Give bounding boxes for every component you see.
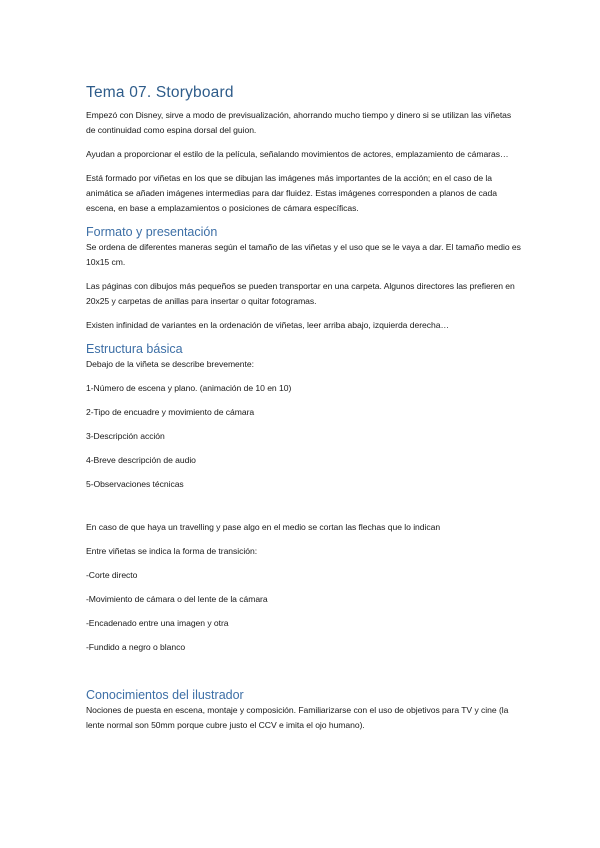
estructura-item-2: 2-Tipo de encuadre y movimiento de cámara [86, 407, 255, 417]
document-page [86, 84, 522, 742]
estructura-item-5: 5-Observaciones técnicas [86, 479, 184, 489]
heading-estructura: Estructura básica [86, 342, 183, 356]
intro-paragraph-1: Empezó con Disney, sirve a modo de previsualización, ahorrando mucho tiempo y dinero si se utilizan las viñetas de continuidad como espina dorsal del guion. [86, 110, 512, 135]
estructura-item-1: 1-Número de escena y plano. (animación de 10 en 10) [86, 383, 292, 393]
formato-paragraph-2: Las páginas con dibujos más pequeños se pueden transportar en una carpeta. Algunos directores las prefieren en 20x25 y carpetas de anillas para insertar o quitar fotogramas. [86, 281, 515, 306]
intro-paragraph-3: Está formado por viñetas en los que se dibujan las imágenes más importantes de la acción; en el caso de la animática se añaden imágenes intermedias para dar fluidez. Estas imágenes corresponden a planos de cada escena, en base a emplazamientos o posiciones de cámara específicas. [86, 173, 497, 213]
page-title: Tema 07. Storyboard [86, 84, 234, 101]
travelling-paragraph: En caso de que haya un travelling y pase algo en el medio se cortan las flechas que lo indican [86, 522, 441, 532]
estructura-item-3: 3-Descripción acción [86, 431, 165, 441]
intro-paragraph-2: Ayudan a proporcionar el estilo de la película, señalando movimientos de actores, emplazamiento de cámaras… [86, 149, 509, 159]
transicion-item-4: -Fundido a negro o blanco [86, 642, 186, 652]
conocimientos-paragraph: Nociones de puesta en escena, montaje y composición. Familiarizarse con el uso de objetivos para TV y cine (la lente normal son 50mm porque cubre justo el CCV e imita el ojo humano). [86, 705, 509, 730]
spacer [86, 501, 522, 520]
transicion-lead: Entre viñetas se indica la forma de transición: [86, 546, 258, 556]
estructura-item-4: 4-Breve descripción de audio [86, 455, 196, 465]
transicion-item-3: -Encadenado entre una imagen y otra [86, 618, 229, 628]
estructura-lead: Debajo de la viñeta se describe brevemente: [86, 359, 254, 369]
formato-paragraph-1: Se ordena de diferentes maneras según el tamaño de las viñetas y el uso que se le vaya a dar. El tamaño medio es 10x15 cm. [86, 242, 521, 267]
heading-conocimientos: Conocimientos del ilustrador [86, 688, 244, 702]
transicion-item-1: -Corte directo [86, 570, 138, 580]
formato-paragraph-3: Existen infinidad de variantes en la ordenación de viñetas, leer arriba abajo, izquierda derecha… [86, 320, 449, 330]
transicion-item-2: -Movimiento de cámara o del lente de la cámara [86, 594, 268, 604]
spacer [86, 664, 522, 688]
heading-formato: Formato y presentación [86, 225, 218, 239]
